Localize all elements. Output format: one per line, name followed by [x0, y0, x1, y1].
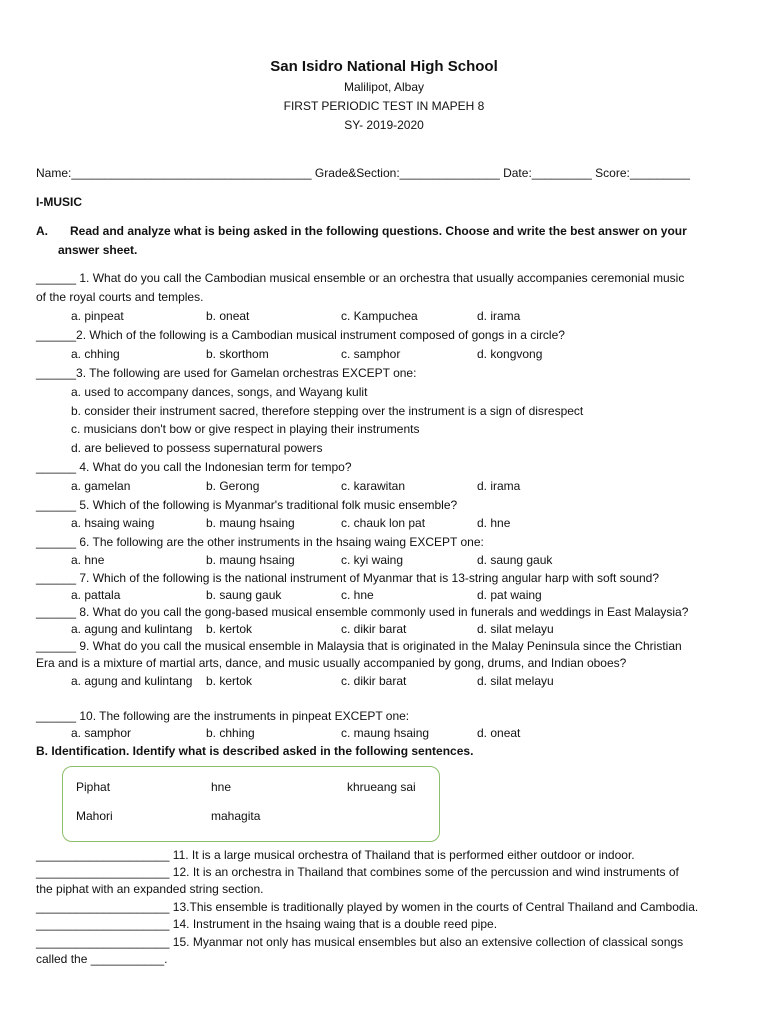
- option: d. pat waing: [477, 588, 542, 602]
- item-15: ____________________ 15. Myanmar not only has musical ensembles but also an extensive collection of classical songs: [36, 935, 684, 949]
- option: b. maung hsaing: [206, 516, 295, 530]
- choice-word: Piphat: [76, 780, 111, 794]
- part-a-letter: A.: [36, 224, 48, 238]
- option: a. hsaing waing: [71, 516, 155, 530]
- option: d. irama: [477, 309, 521, 323]
- question-6: ______ 6. The following are the other instruments in the hsaing waing EXCEPT one:: [36, 535, 484, 549]
- item-14: ____________________ 14. Instrument in the hsaing waing that is a double reed pipe.: [36, 917, 498, 931]
- school-year: SY- 2019-2020: [344, 118, 424, 132]
- option: a. samphor: [71, 726, 132, 740]
- option: d. kongvong: [477, 347, 543, 361]
- option: b. kertok: [206, 674, 253, 688]
- item-11: ____________________ 11. It is a large musical orchestra of Thailand that is performed either outdoor or indoor.: [36, 848, 635, 862]
- option: d. hne: [477, 516, 511, 530]
- question-3-option-a: a. used to accompany dances, songs, and Wayang kulit: [71, 385, 368, 399]
- part-a-instruction: Read and analyze what is being asked in the following questions. Choose and write the best answer on your: [70, 224, 687, 238]
- school-location: Malilipot, Albay: [343, 80, 425, 94]
- option: c. hne: [341, 588, 374, 602]
- question-10: ______ 10. The following are the instruments in pinpeat EXCEPT one:: [36, 709, 410, 723]
- option: c. dikir barat: [341, 622, 407, 636]
- item-12: ____________________ 12. It is an orchestra in Thailand that combines some of the percussion and wind instruments of: [36, 865, 679, 879]
- choice-word: khrueang sai: [347, 780, 416, 794]
- part-b-heading: B. Identification. Identify what is described asked in the following sentences.: [36, 744, 474, 758]
- option: a. pinpeat: [71, 309, 124, 323]
- question-9: ______ 9. What do you call the musical ensemble in Malaysia that is originated in the Malay Peninsula since the Christian: [36, 639, 682, 653]
- item-12-cont: the piphat with an expanded string section.: [36, 882, 264, 896]
- option: c. samphor: [341, 347, 401, 361]
- option: d. silat melayu: [477, 674, 554, 688]
- school-name: San Isidro National High School: [270, 58, 498, 75]
- option: a. agung and kulintang: [71, 674, 193, 688]
- option: b. maung hsaing: [206, 553, 295, 567]
- option: c. maung hsaing: [341, 726, 430, 740]
- item-13: ____________________ 13.This ensemble is traditionally played by women in the courts of Central Thailand and Cambodia.: [36, 900, 699, 914]
- option: d. silat melayu: [477, 622, 554, 636]
- option: b. chhing: [206, 726, 255, 740]
- question-7: ______ 7. Which of the following is the national instrument of Myanmar that is 13-string angular harp with soft sound?: [36, 571, 660, 585]
- option: a. pattala: [71, 588, 121, 602]
- choice-word: Mahori: [76, 809, 113, 823]
- choice-word: hne: [211, 780, 232, 794]
- item-15-cont: called the ___________.: [36, 952, 168, 966]
- question-3-option-c: c. musicians don't bow or give respect in playing their instruments: [71, 422, 420, 436]
- choice-word: mahagita: [211, 809, 261, 823]
- option: c. karawitan: [341, 479, 406, 493]
- option: a. hne: [71, 553, 105, 567]
- question-2: ______2. Which of the following is a Cambodian musical instrument composed of gongs in a circle?: [36, 328, 565, 342]
- question-3-option-d: d. are believed to possess supernatural powers: [71, 441, 323, 455]
- choices-box: [62, 766, 440, 842]
- question-5: ______ 5. Which of the following is Myanmar's traditional folk music ensemble?: [36, 498, 458, 512]
- question-3-option-b: b. consider their instrument sacred, therefore stepping over the instrument is a sign of disrespect: [71, 404, 584, 418]
- option: c. dikir barat: [341, 674, 407, 688]
- test-title: FIRST PERIODIC TEST IN MAPEH 8: [283, 99, 485, 113]
- question-1-cont: of the royal courts and temples.: [36, 290, 204, 304]
- question-3: ______3. The following are used for Gamelan orchestras EXCEPT one:: [36, 366, 417, 380]
- option: d. oneat: [477, 726, 521, 740]
- question-4: ______ 4. What do you call the Indonesian term for tempo?: [36, 460, 352, 474]
- section-heading-music: I-MUSIC: [36, 195, 82, 209]
- question-8: ______ 8. What do you call the gong-based musical ensemble commonly used in funerals and weddings in East Malaysia?: [36, 605, 689, 619]
- option: b. oneat: [206, 309, 250, 323]
- option: b. skorthom: [206, 347, 269, 361]
- option: b. kertok: [206, 622, 253, 636]
- option: b. Gerong: [206, 479, 260, 493]
- question-9-cont: Era and is a mixture of martial arts, dance, and music usually accompanied by gong, drums, and Indian oboes?: [36, 656, 627, 670]
- student-info-line: Name:____________________________________ Grade&Section:_______________ Date:_________ Score:_________: [36, 166, 690, 180]
- option: a. agung and kulintang: [71, 622, 193, 636]
- option: a. chhing: [71, 347, 120, 361]
- option: c. kyi waing: [341, 553, 404, 567]
- option: b. saung gauk: [206, 588, 282, 602]
- option: c. Kampuchea: [341, 309, 418, 323]
- option: d. irama: [477, 479, 521, 493]
- option: c. chauk lon pat: [341, 516, 426, 530]
- part-a-instruction-cont: answer sheet.: [58, 243, 138, 257]
- question-1: ______ 1. What do you call the Cambodian musical ensemble or an orchestra that usually accompanies ceremonial music: [36, 271, 685, 285]
- option: d. saung gauk: [477, 553, 553, 567]
- option: a. gamelan: [71, 479, 131, 493]
